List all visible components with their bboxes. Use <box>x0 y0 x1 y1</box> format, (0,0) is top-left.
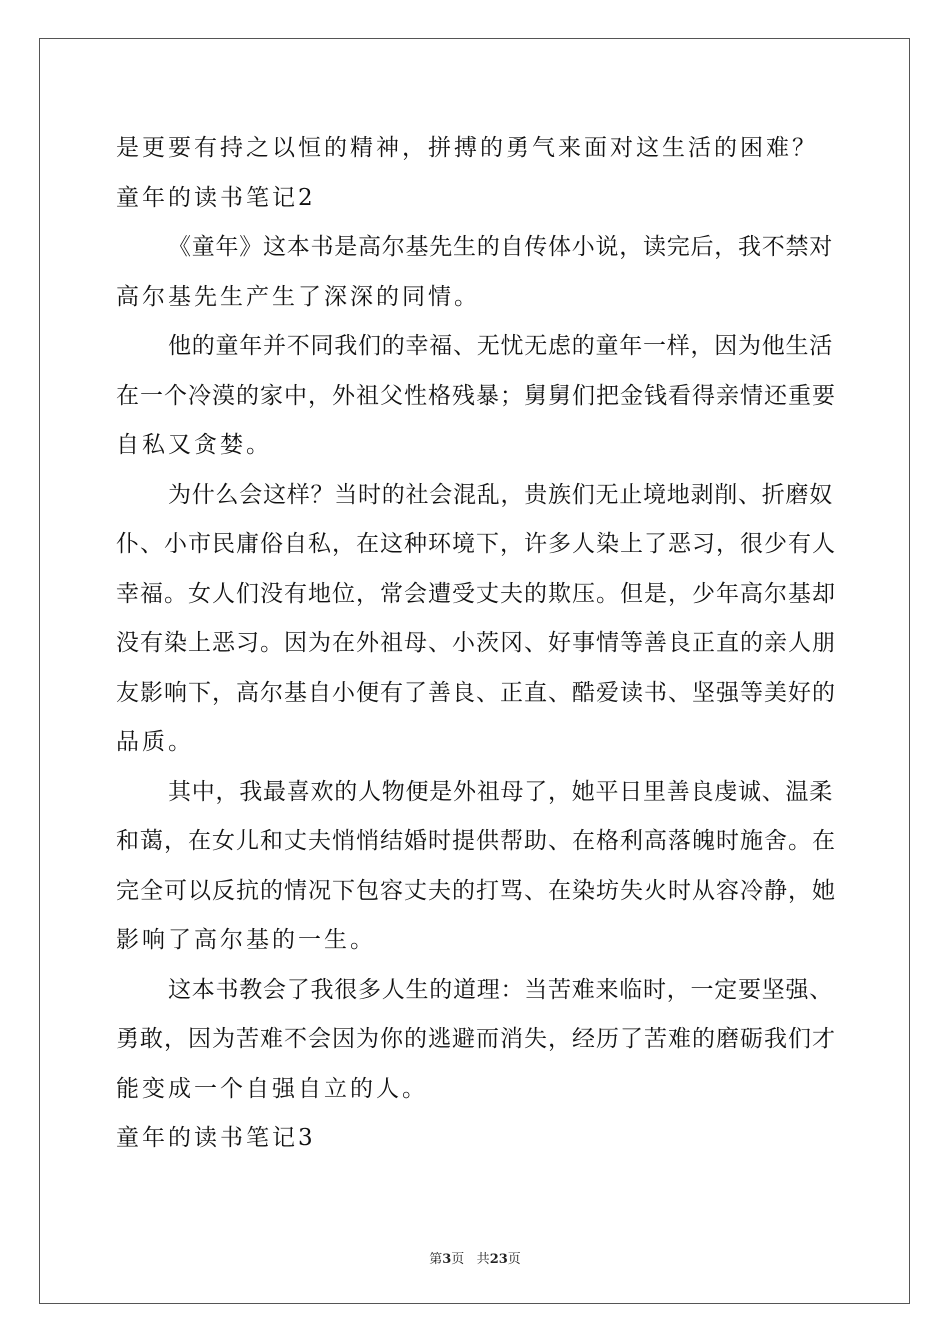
text-line: 童年的读书笔记3 <box>116 1125 316 1151</box>
footer-page-total: 23 <box>489 1252 508 1267</box>
text-line: 高尔基先生产生了深深的同情。 <box>116 283 480 310</box>
text-line: 友影响下，高尔基自小便有了善良、正直、酷爱读书、坚强等美好的 <box>116 679 836 706</box>
text-line: 影响了高尔基的一生。 <box>116 927 376 953</box>
footer-page-current: 3 <box>442 1252 452 1267</box>
text-line: 能变成一个自强自立的人。 <box>116 1075 428 1102</box>
text-line: 童年的读书笔记2 <box>116 184 316 211</box>
footer-total-unit: 页 <box>507 1252 521 1267</box>
text-line: 完全可以反抗的情况下包容丈夫的打骂、在染坊失火时从容冷静，她 <box>116 877 836 904</box>
text-line: 勇敢，因为苦难不会因为你的逃避而消失，经历了苦难的磨砺我们才 <box>116 1026 836 1052</box>
text-line: 品质。 <box>116 729 194 755</box>
footer-page-unit: 页 <box>451 1252 465 1267</box>
text-line: 仆、小市民庸俗自私，在这种环境下，许多人染上了恶习，很少有人 <box>116 531 836 557</box>
text-line: 他的童年并不同我们的幸福、无忧无虑的童年一样，因为他生活 <box>168 333 833 359</box>
text-line: 在一个冷漠的家中，外祖父性格残暴；舅舅们把金钱看得亲情还重要 <box>116 382 836 409</box>
text-line: 幸福。女人们没有地位，常会遭受丈夫的欺压。但是，少年高尔基却 <box>116 580 836 607</box>
text-line: 为什么会这样？当时的社会混乱，贵族们无止境地剥削、折磨奴 <box>168 481 833 508</box>
text-line: 和蔼，在女儿和丈夫悄悄结婚时提供帮助、在格利高落魄时施舍。在 <box>116 828 836 854</box>
text-line: 这本书教会了我很多人生的道理：当苦难来临时，一定要坚强、 <box>168 976 833 1003</box>
text-line: 自私又贪婪。 <box>116 432 272 458</box>
footer-total-prefix: 共 <box>476 1252 490 1267</box>
footer-page-prefix: 第 <box>429 1252 443 1267</box>
text-line: 没有染上恶习。因为在外祖母、小茨冈、好事情等善良正直的亲人朋 <box>116 630 836 656</box>
text-line: 《童年》这本书是高尔基先生的自传体小说，读完后，我不禁对 <box>168 234 833 260</box>
text-line: 是更要有持之以恒的精神，拼搏的勇气来面对这生活的困难？ <box>116 135 818 161</box>
document-body <box>116 124 836 1164</box>
text-line: 其中，我最喜欢的人物便是外祖母了，她平日里善良虔诚、温柔 <box>168 778 833 805</box>
page-footer <box>0 1248 950 1267</box>
